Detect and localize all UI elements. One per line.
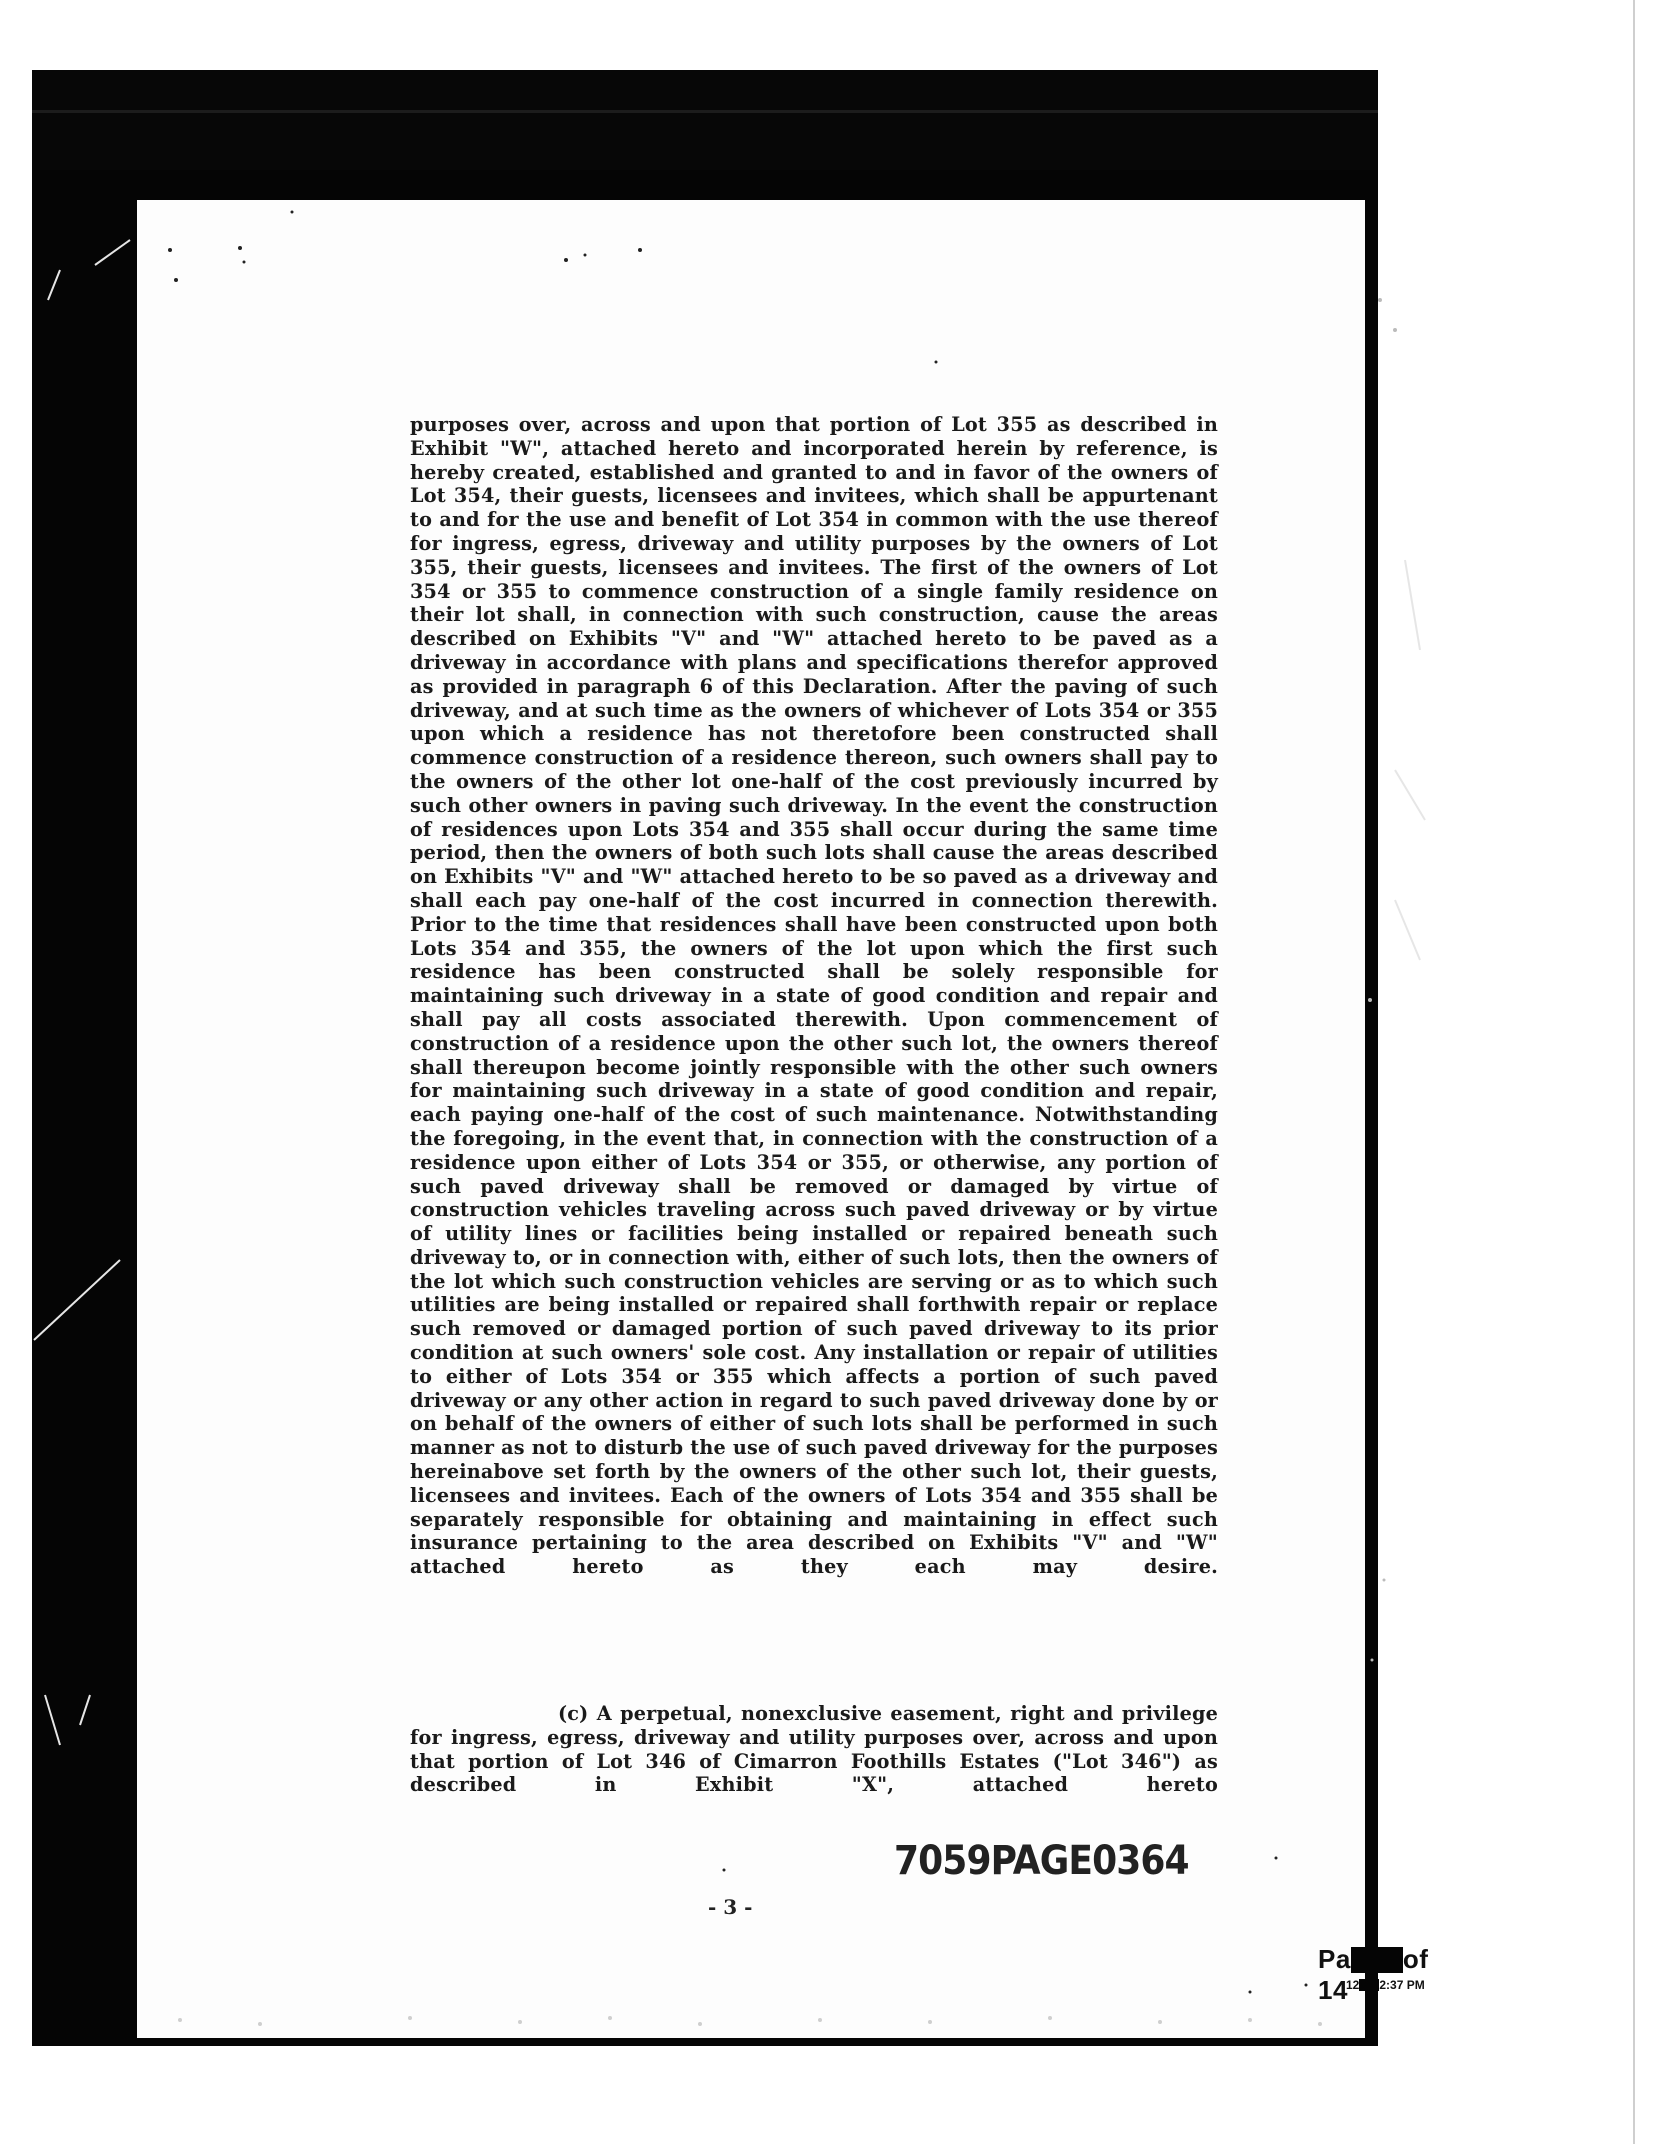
paragraph-c: (c) A perpetual, nonexclusive easement, right and privilege for ingress, egress, driveway and utility purposes over, across and upon that portion of Lot 346 of Cimarron Foothills Estates ("Lot 346") as described in Exhibit "X", attached hereto: [410, 1702, 1218, 1797]
section-body-text: purposes over, across and upon that portion of Lot 355 as described in Exhibit "W", attached hereto and incorporated herein by reference, is hereby created, established and granted to and in favor of the owners of Lot 354, their guests, licensees and invitees, which shall be appurtenant to and for the use and benefit of Lot 354 in common with the use thereof for ingress, egress, driveway and utility purposes by the owners of Lot 355, their guests, licensees and invitees. The first of the owners of Lot 354 or 355 to commence construction of a single family residence on their lot shall, in connection with such construction, cause the areas described on Exhibits "V" and "W" attached hereto to be paved as a driveway in accordance with plans and specifications therefor approved as provided in paragraph 6 of this Declaration. After the paving of such driveway, and at such time as the owners of whichever of Lots 354 or 355 upon which a residence has not theretofore been constructed shall commence construction of a residence thereon, such owners shall pay to the owners of the other lot one-half of the cost previously incurred by such other owners in paving such driveway. In the event the construction of residences upon Lots 354 and 355 shall occur during the same time period, then the owners of both such lots shall cause the areas described on Exhibits "V" and "W" attached hereto to be so paved as a driveway and shall each pay one-half of the cost incurred in connection therewith. Prior to the time that residences shall have been constructed upon both Lots 354 and 355, the owners of the lot upon which the first such residence has been constructed shall be solely responsible for maintaining such driveway in a state of good condition and repair and shall pay all costs associated therewith. Upon commencement of construction of a residence upon the other such lot, the owners thereof shall thereupon become jointly responsible with the other such owners for maintaining such driveway in a state of good condition and repair, each paying one-half of the cost of such maintenance. Notwithstanding the foregoing, in the event that, in connection with the construction of a residence upon either of Lots 354 or 355, or otherwise, any portion of such paved driveway shall be removed or damaged by virtue of construction vehicles traveling across such paved driveway or by virtue of utility lines or facilities being installed or repaired beneath such driveway to, or in connection with, either of such lots, then the owners of the lot which such construction vehicles are serving or as to which such utilities are being installed or repaired shall forthwith repair or replace such removed or damaged portion of such paved driveway to its prior condition at such owners' sole cost. Any installation or repair of utilities to either of Lots 354 or 355 which affects a portion of such paved driveway or any other action in regard to such paved driveway done by or on behalf of the owners of either of such lots shall be performed in such manner as not to disturb the use of such paved driveway for the purposes hereinabove set forth by the owners of the other such lot, their guests, licensees and invitees. Each of the owners of Lots 354 and 355 shall be separately responsible for obtaining and maintaining in effect such insurance pertaining to the area described on Exhibits "V" and "W" attached hereto as they each may desire.: [410, 413, 1218, 1579]
fax-time-prefix: 12: [1346, 1978, 1360, 1992]
fax-page-count-prefix: Pa: [1318, 1944, 1351, 1974]
fax-timestamp: [1346, 1978, 1425, 1992]
page-number: - 3 -: [708, 1895, 753, 1919]
fax-footer: [1318, 1944, 1458, 2014]
fax-page-count-suffix: of 14: [1318, 1944, 1429, 2005]
book-page-stamp: 7059PAGE0364: [894, 1838, 1189, 1884]
redaction-blot: [1359, 1979, 1379, 1991]
fax-page-count: [1318, 1944, 1458, 2006]
scan-top-band: [32, 70, 1378, 170]
scan-band-stripe: [32, 110, 1378, 113]
redaction-blot: [1351, 1947, 1403, 1973]
scan-edge-rule: [1633, 0, 1635, 2144]
fax-time-suffix: 2:37 PM: [1379, 1978, 1425, 1992]
